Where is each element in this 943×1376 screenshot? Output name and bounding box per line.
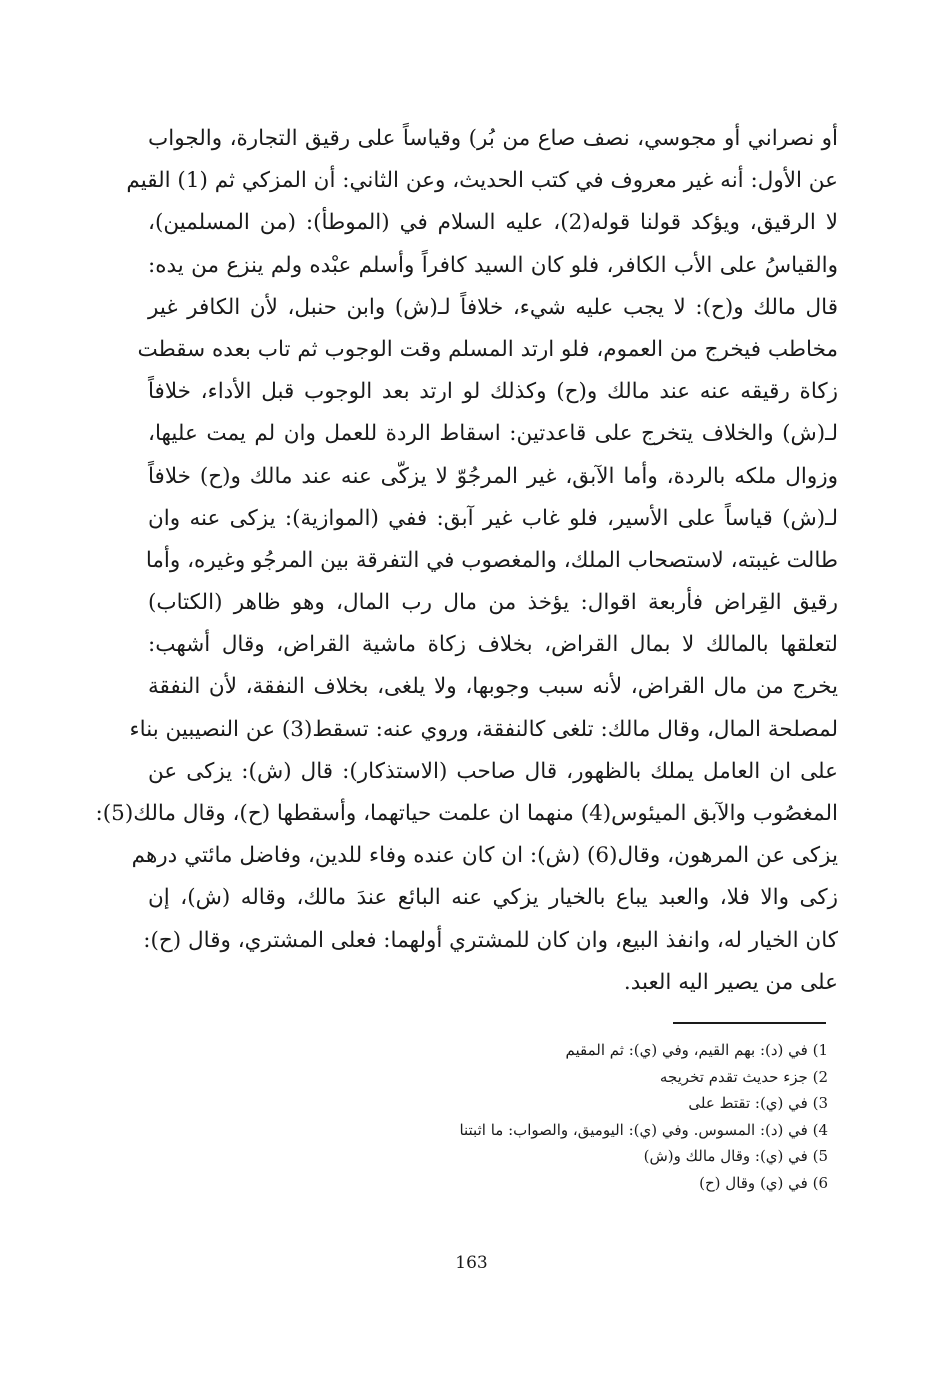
text-line: يزكى عن المرهون، وقال(6) (ش): ان كان عنده وفاء للدين، وفاضل مائتي درهم [131, 843, 838, 869]
text-line: يخرج من مال القراض، لأنه سبب وجوبها، ولا يلغى، بخلاف النفقة، لأن النفقة [148, 674, 838, 700]
text-line: قال مالك و(ح): لا يجب عليه شيء، خلافاً لـ(ش) وابن حنبل، لأن الكافر غير [148, 294, 838, 320]
text-line: رقيق القِراض فأربعة اقوال: يؤخذ من مال رب المال، وهو ظاهر (الكتاب) [148, 590, 838, 616]
text-line: زكى والا فلا، والعبد يباع بالخيار يزكي عنه البائع عندَ مالك، وقاله (ش)، إن [148, 885, 838, 911]
footnote-3: 3) في (ي): تقتط على [688, 1094, 828, 1112]
footnote-separator [673, 1022, 826, 1024]
footnote-2: 2) جزء حديث تقدم تخريجه [659, 1067, 828, 1086]
text-line: والقياسُ على الأب الكافر، فلو كان السيد كافراً وأسلم عبْده ولم ينزع من يده: [148, 252, 838, 278]
text-line: لـ(ش) قياساً على الأسير، فلو غاب غير آبق: ففي (الموازية): يزكى عنه وان [148, 505, 838, 531]
text-line: لا الرقيق، ويؤكد قولنا قوله(2)، عليه السلام في (الموطأ): (من المسلمين)، [148, 210, 838, 236]
page-number: 163 [455, 1253, 488, 1273]
text-line-last: على من يصير اليه العبد. [623, 969, 838, 995]
footnote-5: 5) في (ي): وقال مالك و(ش) [643, 1147, 828, 1165]
text-line: لـ(ش) والخلاف يتخرج على قاعدتين: اسقاط الردة للعمل وان لم يمت عليها، [148, 421, 838, 447]
text-line: المغصُوب والآبق الميئوس(4) منهما ان علمت حياتهما، وأسقطها (ح)، وقال مالك(5): [95, 801, 838, 826]
main-text-block [95, 118, 838, 1004]
text-line: كان الخيار له، وانفذ البيع، وان كان للمشتري أولهما: فعلى المشتري، وقال (ح): [143, 927, 838, 953]
text-line: لمصلحة المال، وقال مالك: تلغى كالنفقة، وروي عنه: تسقط(3) عن النصيبين بناء [129, 716, 838, 742]
footnotes-block [330, 1037, 828, 1196]
text-line: وزوال ملكه بالردة، وأما الآبق، غير المرجُوّ لا يزكّى عنه عند مالك و(ح) خلافاً [148, 463, 838, 489]
footnote-4: 4) في (د): المسوس. وفي (ي): اليوميق، والصواب: ما اثبتنا [459, 1120, 828, 1139]
text-line: أو نصراني أو مجوسي، نصف صاع من بُر) وقياساً على رقيق التجارة، والجواب [148, 126, 838, 151]
text-line: لتعلقها بالمالك لا بمال القراض، بخلاف زكاة ماشية القراض، وقال أشهب: [148, 632, 838, 658]
text-line: طالت غيبته، لاستصحاب الملك، والمغصوب في التفرقة بين المرجُو وغيره، وأما [145, 547, 838, 573]
text-line: زكاة رقيقه عنه عند مالك و(ح) وكذلك لو ارتد بعد الوجوب قبل الأداء، خلافاً [148, 379, 838, 405]
text-line: عن الأول: أنه غير معروف في كتب الحديث، وعن الثاني: أن المزكي ثم (1) القيم [126, 168, 838, 194]
footnote-1: 1) في (د): بهم القيم، وفي (ي): ثم المقيم [565, 1041, 828, 1059]
footnote-6: 6) في (ي) وقال (ح) [699, 1173, 828, 1192]
text-line: مخاطب فيخرج من العموم، فلو ارتد المسلم وقت الوجوب ثم تاب بعده سقطت [137, 336, 838, 362]
text-line: على ان العامل يملك بالظهور، قال صاحب (الاستذكار): قال (ش): يزكى عن [148, 758, 838, 784]
